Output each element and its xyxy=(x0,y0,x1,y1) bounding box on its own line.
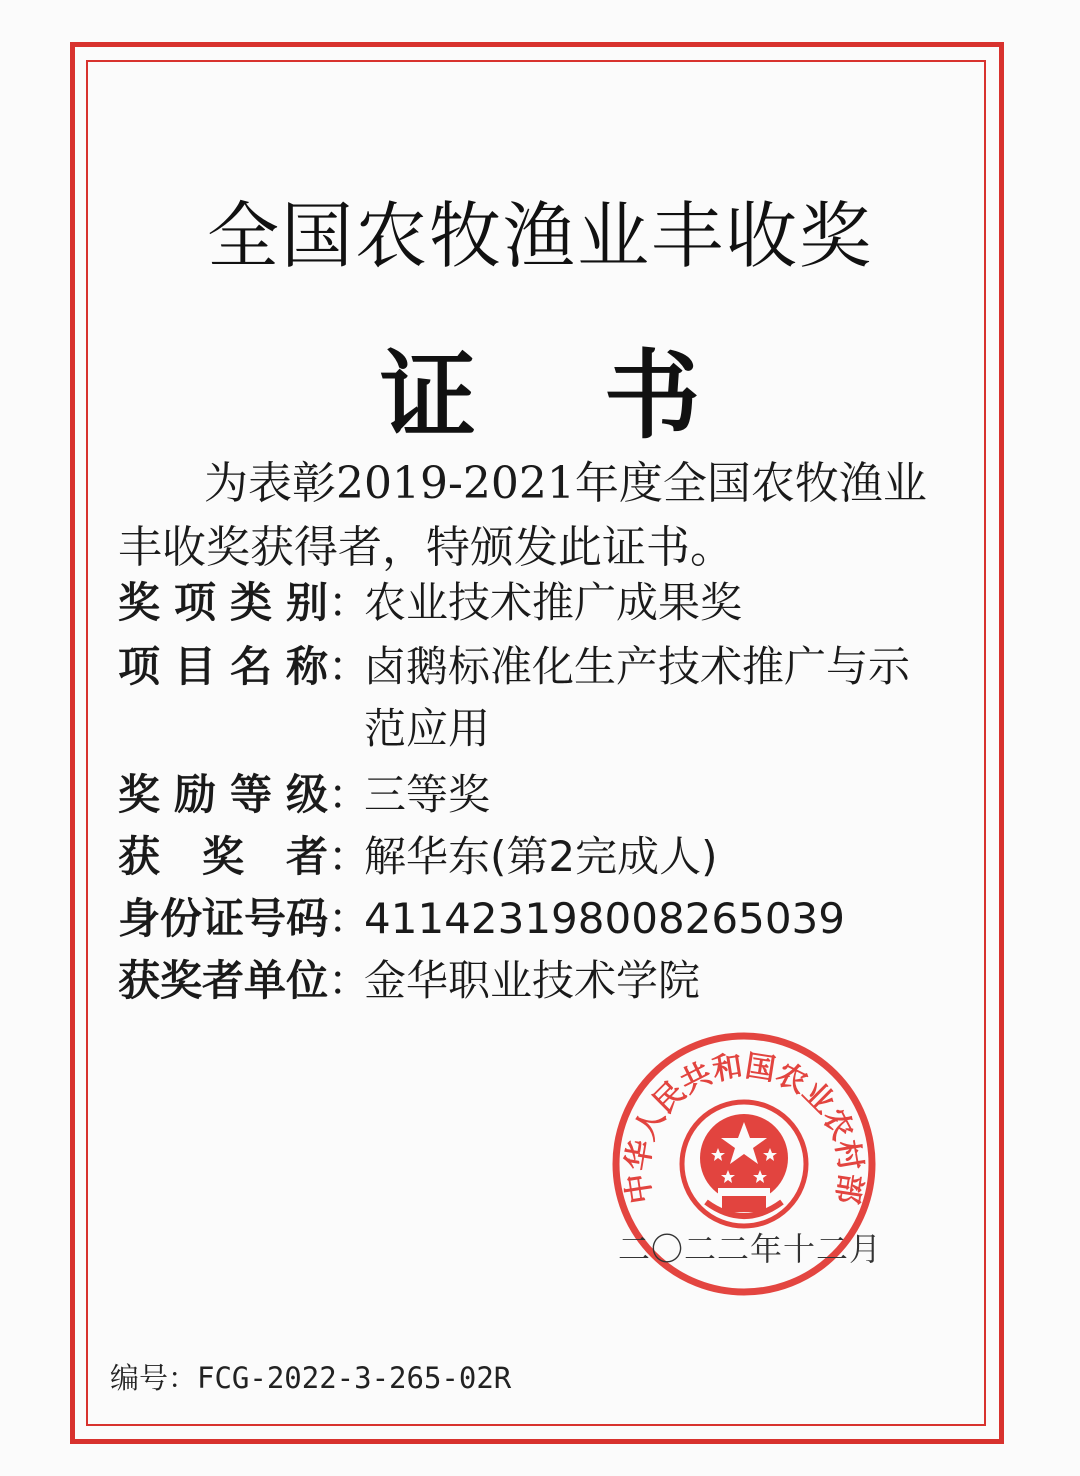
field-label: 身 份 证 号 码 xyxy=(118,894,329,943)
field-colon: ： xyxy=(328,956,371,1005)
subtitle-char: 证 xyxy=(380,339,476,452)
certificate-subtitle xyxy=(380,320,700,457)
issue-date: 二〇二二年十二月 xyxy=(618,1230,883,1268)
field-label: 项 目 名 称 xyxy=(118,642,328,691)
field-value: 农业技术推广成果奖 xyxy=(364,578,743,627)
field-id-number xyxy=(118,888,938,950)
intro-line-2: 丰收奖获得者，特颁发此证书。 xyxy=(118,522,734,573)
field-value: 卤鹅标准化生产技术推广与示 范应用 xyxy=(364,642,911,753)
field-colon: ： xyxy=(328,642,371,691)
field-winner xyxy=(118,826,938,888)
field-value: 411423198008265039 xyxy=(364,894,845,943)
intro-line-1: 为表彰2019-2021年度全国农牧渔业 xyxy=(204,458,927,509)
field-label: 奖 励 等 级 xyxy=(118,770,328,819)
seal-text: 中华人民共和国农业农村部 xyxy=(620,1048,868,1206)
field-value: 解华东(第2完成人) xyxy=(364,832,718,881)
field-project-name xyxy=(118,636,938,760)
field-organization xyxy=(118,950,938,1012)
field-colon: ： xyxy=(328,770,371,819)
field-award-level xyxy=(118,764,938,826)
field-colon: ： xyxy=(328,894,371,943)
field-value: 金华职业技术学院 xyxy=(364,956,701,1005)
field-label: 获 奖 者 xyxy=(118,832,328,881)
field-label: 获 奖 者 单 位 xyxy=(118,956,329,1005)
field-value: 三等奖 xyxy=(364,770,491,819)
field-award-category xyxy=(118,572,938,634)
field-label: 奖 项 类 别 xyxy=(118,578,328,627)
intro-text xyxy=(118,452,927,580)
field-colon: ： xyxy=(328,832,371,881)
certificate-serial-number: 编号：FCG-2022-3-265-02R xyxy=(110,1361,512,1395)
field-colon: ： xyxy=(328,578,371,627)
subtitle-char: 书 xyxy=(604,339,700,452)
certificate-title: 全国农牧渔业丰收奖 xyxy=(206,194,873,278)
national-emblem-icon xyxy=(682,1102,806,1226)
